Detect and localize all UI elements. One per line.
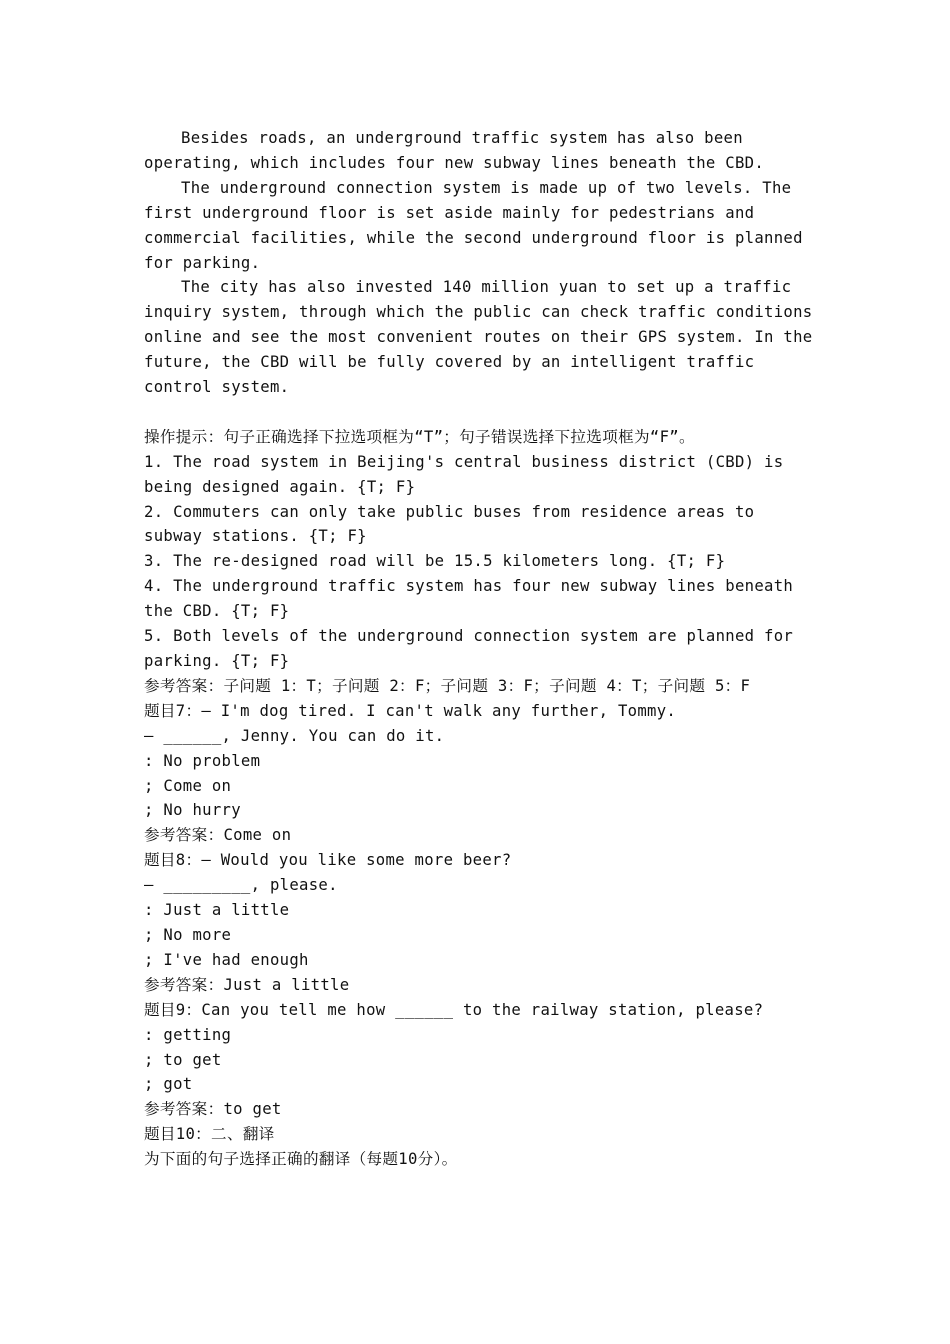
- question-9-option-1: : getting: [144, 1025, 232, 1044]
- question-7-option-3: ; No hurry: [144, 801, 241, 820]
- question-8-reply: — _________, please.: [144, 876, 338, 895]
- question-9-answer: 参考答案：to get: [144, 1100, 282, 1119]
- statement-3: 3. The re-designed road will be 15.5 kilometers long. {T; F}: [144, 552, 726, 571]
- question-8-option-3: ; I've had enough: [144, 950, 309, 969]
- passage-paragraph-3: The city has also invested 140 million yuan to set up a traffic inquiry system, through which the public can check traffic conditions online and see the most convenient routes on their GPS system. In the future, the CBD will be fully covered by an intelligent traffic control system.: [144, 278, 823, 397]
- question-8: 题目8：— Would you like some more beer?: [144, 851, 512, 870]
- question-9-option-2: ; to get: [144, 1050, 222, 1069]
- spacer: [144, 400, 814, 425]
- question-8-answer: 参考答案：Just a little: [144, 975, 350, 994]
- question-9-option-3: ; got: [144, 1075, 193, 1094]
- statement-5: 5. Both levels of the underground connection system are planned for parking. {T; F}: [144, 627, 803, 671]
- statement-2: 2. Commuters can only take public buses from residence areas to subway stations. {T; F}: [144, 502, 765, 546]
- question-7-option-2: ; Come on: [144, 776, 232, 795]
- question-8-option-2: ; No more: [144, 925, 232, 944]
- question-7-answer: 参考答案：Come on: [144, 826, 292, 845]
- statement-1: 1. The road system in Beijing's central business district (CBD) is being designed again. {T; F}: [144, 452, 794, 496]
- statement-4: 4. The underground traffic system has four new subway lines beneath the CBD. {T; F}: [144, 577, 803, 621]
- question-8-option-1: : Just a little: [144, 901, 290, 920]
- question-10-instruction: 为下面的句子选择正确的翻译（每题10分）。: [144, 1150, 458, 1169]
- reference-answer-6: 参考答案：子问题 1：T；子问题 2：F；子问题 3：F；子问题 4：T；子问题 5：F: [144, 676, 751, 695]
- question-7: 题目7：— I'm dog tired. I can't walk any further, Tommy.: [144, 701, 677, 720]
- passage-paragraph-1: Besides roads, an underground traffic system has also been operating, which includes four new subway lines beneath the CBD.: [144, 129, 765, 172]
- operation-tip: 操作提示：句子正确选择下拉选项框为“T”；句子错误选择下拉选项框为“F”。: [144, 427, 695, 446]
- question-9: 题目9：Can you tell me how ______ to the railway station, please?: [144, 1000, 764, 1019]
- document-page: [144, 126, 823, 1172]
- question-10-title: 题目10：二、翻译: [144, 1125, 275, 1144]
- question-7-option-1: : No problem: [144, 751, 261, 770]
- passage-paragraph-2: The underground connection system is made up of two levels. The first underground floor is set aside mainly for pedestrians and commercial facilities, while the second underground floor is planned for parking.: [144, 178, 813, 272]
- question-7-reply: — ______, Jenny. You can do it.: [144, 726, 445, 745]
